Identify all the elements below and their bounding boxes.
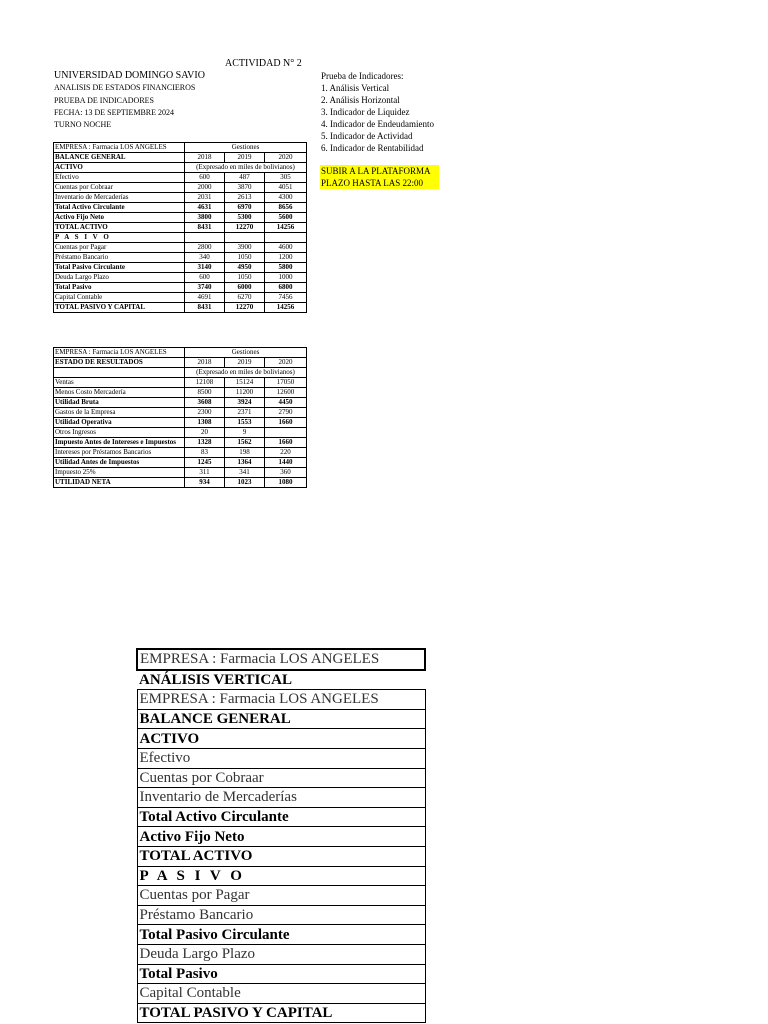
indicator-item: 3. Indicador de Liquidez [321,107,410,117]
balance-title: BALANCE GENERAL [54,153,185,163]
value-cell-2020: 1660 [265,418,307,428]
value-cell-2019: 1023 [225,478,265,488]
value-cell-2018: 3800 [185,213,225,223]
indicator-item: 5. Indicador de Actividad [321,131,413,141]
value-cell-2018: 8431 [185,223,225,233]
row-label: TOTAL PASIVO Y CAPITAL [54,303,185,313]
row-label: TOTAL ACTIVO [54,223,185,233]
row-label: TOTAL PASIVO Y CAPITAL [137,1003,425,1023]
indicator-item: 4. Indicador de Endeudamiento [321,119,434,129]
value-cell-2019: 1050 [225,273,265,283]
value-cell-2019: 3870 [225,183,265,193]
value-cell-2018: 2000 [185,183,225,193]
row-label: Ventas [54,378,185,388]
value-cell-2019: 2371 [225,408,265,418]
value-cell-2019: 1364 [225,458,265,468]
row-label: Activo Fijo Neto [137,827,425,847]
table-row [54,468,307,478]
value-cell-2019: 6000 [225,283,265,293]
value-cell-2018: 12108 [185,378,225,388]
table-row [54,223,307,233]
value-cell-2018: 934 [185,478,225,488]
value-cell-2019: 5300 [225,213,265,223]
table-row [54,233,307,243]
value-cell-2020: 7456 [265,293,307,303]
value-cell-2020: 1000 [265,273,307,283]
value-cell-2019: 6270 [225,293,265,303]
value-cell-2020: 8656 [265,203,307,213]
value-cell-2019: 198 [225,448,265,458]
row-label: Total Activo Circulante [137,807,425,827]
table-row [54,428,307,438]
table-row [54,253,307,263]
value-cell-2020: 1440 [265,458,307,468]
row-label: Intereses por Préstamos Bancarios [54,448,185,458]
row-label: Total Pasivo Circulante [54,263,185,273]
indicator-item: 6. Indicador de Rentabilidad [321,143,424,153]
row-label: Deuda Largo Plazo [137,944,425,964]
row-label: Impuesto 25% [54,468,185,478]
row-label: ACTIVO [137,729,425,749]
table-row [54,173,307,183]
value-cell-2019: 11200 [225,388,265,398]
results-title: ESTADO DE RESULTADOS [54,358,185,368]
gestiones-header: Gestiones [185,348,307,358]
table-row [54,303,307,313]
row-label: EMPRESA : Farmacia LOS ANGELES [137,690,425,710]
value-cell-2018: 2031 [185,193,225,203]
table-row [54,388,307,398]
value-cell-2018: 1245 [185,458,225,468]
indicator-item: 1. Análisis Vertical [321,83,390,93]
date-line: FECHA: 13 DE SEPTIEMBRE 2024 [54,107,175,117]
row-label: Otros Ingresos [54,428,185,438]
row-label: Cuentas por Pagar [54,243,185,253]
value-cell-2020: 5800 [265,263,307,273]
table-row [54,448,307,458]
table-row [137,807,425,827]
value-cell-2019: 12270 [225,223,265,233]
table-row [137,768,425,788]
row-label: P A S I V O [54,233,185,243]
value-cell-2020 [265,428,307,438]
value-cell-2018: 20 [185,428,225,438]
value-cell-2019: 341 [225,468,265,478]
table-row [137,886,425,906]
value-cell-2019: 2613 [225,193,265,203]
value-cell-2018: 2800 [185,243,225,253]
row-label: Deuda Largo Plazo [54,273,185,283]
value-cell-2020: 14256 [265,303,307,313]
analisis-vertical-table [136,648,426,1023]
table-row [54,183,307,193]
value-cell-2019: 9 [225,428,265,438]
units-note: (Expresado en miles de bolivianos) [185,163,307,173]
table-row [137,905,425,925]
year-header: 2019 [225,153,265,163]
value-cell-2020: 14256 [265,223,307,233]
value-cell-2020: 6800 [265,283,307,293]
value-cell-2020: 5600 [265,213,307,223]
year-header: 2019 [225,358,265,368]
value-cell-2020: 4051 [265,183,307,193]
value-cell-2020: 4450 [265,398,307,408]
estado-resultados-table [53,347,307,488]
value-cell-2020: 360 [265,468,307,478]
table-row [54,213,307,223]
year-header: 2020 [265,153,307,163]
table-row [54,478,307,488]
table-row [54,293,307,303]
value-cell-2019: 15124 [225,378,265,388]
row-label: Total Pasivo Circulante [137,925,425,945]
value-cell-2018: 83 [185,448,225,458]
table-row [54,273,307,283]
upload-notice-line: SUBIR A LA PLATAFORMA [321,166,431,176]
table-row [137,748,425,768]
value-cell-2019: 12270 [225,303,265,313]
row-label: BALANCE GENERAL [137,709,425,729]
table-row [54,283,307,293]
table-row [137,690,425,710]
row-label: Cuentas por Cobraar [137,768,425,788]
row-label: Préstamo Bancario [137,905,425,925]
table-row [54,408,307,418]
company-cell: EMPRESA : Farmacia LOS ANGELES [54,143,185,153]
table-row [137,964,425,984]
value-cell-2020: 1080 [265,478,307,488]
row-label: TOTAL ACTIVO [137,846,425,866]
table-row [54,203,307,213]
row-label: Utilidad Antes de Impuestos [54,458,185,468]
indicators-list [321,70,434,154]
year-header: 2018 [185,153,225,163]
value-cell-2019 [225,233,265,243]
activity-title: ACTIVIDAD N° 2 [225,58,302,69]
table-row [137,709,425,729]
table-row [54,378,307,388]
table-row [54,398,307,408]
value-cell-2018: 600 [185,273,225,283]
table-row [137,827,425,847]
value-cell-2018: 2300 [185,408,225,418]
value-cell-2020: 305 [265,173,307,183]
row-label: Total Pasivo [137,964,425,984]
table-row [54,418,307,428]
units-note: (Expresado en miles de bolivianos) [185,368,307,378]
table-row [54,458,307,468]
row-label: Capital Contable [137,984,425,1004]
table-row [137,984,425,1004]
row-label: Efectivo [137,748,425,768]
row-label: Cuentas por Pagar [137,886,425,906]
value-cell-2018: 1328 [185,438,225,448]
row-label: Capital Contable [54,293,185,303]
table-row [54,263,307,273]
company-cell: EMPRESA : Farmacia LOS ANGELES [54,348,185,358]
value-cell-2018: 340 [185,253,225,263]
analysis-title: ANÁLISIS VERTICAL [139,671,292,688]
value-cell-2020: 4300 [265,193,307,203]
table-row [54,243,307,253]
value-cell-2020: 12600 [265,388,307,398]
row-label: P A S I V O [137,866,425,886]
university-name: UNIVERSIDAD DOMINGO SAVIO [54,70,205,81]
year-header: 2020 [265,358,307,368]
table-row [137,1003,425,1023]
value-cell-2018: 4631 [185,203,225,213]
row-label: Inventario de Mercaderías [137,788,425,808]
value-cell-2018: 3740 [185,283,225,293]
year-header: 2018 [185,358,225,368]
row-label: Activo Fijo Neto [54,213,185,223]
company-cell: EMPRESA : Farmacia LOS ANGELES [137,649,425,670]
table-row [137,925,425,945]
value-cell-2018: 8500 [185,388,225,398]
course-name: ANALISIS DE ESTADOS FINANCIEROS [54,83,196,93]
row-label: Utilidad Operativa [54,418,185,428]
table-row [137,846,425,866]
value-cell-2018: 311 [185,468,225,478]
value-cell-2020: 4600 [265,243,307,253]
row-label: Inventario de Mercaderías [54,193,185,203]
value-cell-2019: 1562 [225,438,265,448]
row-label: Total Activo Circulante [54,203,185,213]
table-row [137,788,425,808]
value-cell-2018: 3140 [185,263,225,273]
table-row [137,944,425,964]
value-cell-2020: 1200 [265,253,307,263]
row-label: Efectivo [54,173,185,183]
value-cell-2018: 1308 [185,418,225,428]
table-row [137,729,425,749]
test-name: PRUEBA DE INDICADORES [54,95,155,105]
value-cell-2018: 600 [185,173,225,183]
row-label: Menos Costo Mercadería [54,388,185,398]
row-label: Préstamo Bancario [54,253,185,263]
document-header [54,70,205,131]
value-cell-2018: 4691 [185,293,225,303]
value-cell-2019: 6970 [225,203,265,213]
row-label: Impuesto Antes de Intereses e Impuestos [54,438,185,448]
shift-line: TURNO NOCHE [54,120,112,130]
value-cell-2018: 3608 [185,398,225,408]
value-cell-2020: 17050 [265,378,307,388]
value-cell-2019: 4950 [225,263,265,273]
balance-general-table [53,142,307,313]
table-row [54,193,307,203]
value-cell-2018: 8431 [185,303,225,313]
value-cell-2019: 1050 [225,253,265,263]
row-label: UTILIDAD NETA [54,478,185,488]
value-cell-2019: 1553 [225,418,265,428]
gestiones-header: Gestiones [185,143,307,153]
value-cell-2019: 3924 [225,398,265,408]
row-label: Cuentas por Cobraar [54,183,185,193]
value-cell-2019: 487 [225,173,265,183]
indicator-item: 2. Análisis Horizontal [321,95,400,105]
deadline-notice-line: PLAZO HASTA LAS 22:00 [321,178,424,188]
row-label: Utilidad Bruta [54,398,185,408]
value-cell-2018 [185,233,225,243]
value-cell-2020 [265,233,307,243]
table-row [54,438,307,448]
value-cell-2019: 3900 [225,243,265,253]
row-label: Gastos de la Empresa [54,408,185,418]
table-row [137,866,425,886]
blank-cell [54,368,185,378]
value-cell-2020: 220 [265,448,307,458]
indicators-title: Prueba de Indicadores: [321,71,404,81]
activo-heading: ACTIVO [54,163,185,173]
upload-notice [320,165,439,189]
row-label: Total Pasivo [54,283,185,293]
value-cell-2020: 1660 [265,438,307,448]
value-cell-2020: 2790 [265,408,307,418]
